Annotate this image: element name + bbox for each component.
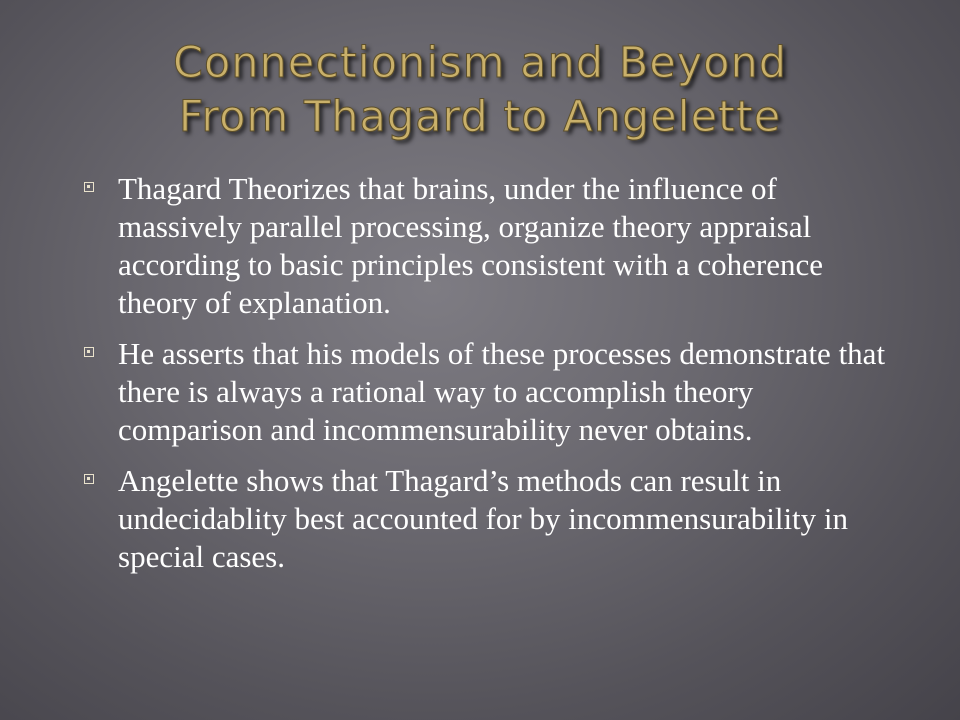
bullet-list: [76, 170, 896, 589]
slide-title: [0, 36, 960, 144]
bullet-item: [76, 170, 896, 322]
title-line-2: From Thagard to Angelette: [178, 92, 782, 142]
bullet-item: [76, 462, 896, 576]
title-line-1: Connectionism and Beyond: [172, 38, 788, 88]
bullet-text: Angelette shows that Thagard’s methods can result in undecidablity best accounted for by incommensurability in special cases.: [118, 463, 849, 574]
bullet-item: [76, 335, 896, 449]
square-bullet-icon: [84, 347, 94, 357]
square-bullet-icon: [84, 474, 94, 484]
square-bullet-icon: [84, 182, 94, 192]
bullet-text: Thagard Theorizes that brains, under the influence of massively parallel processing, organize theory appraisal according to basic principles consistent with a coherence theory of explanation.: [118, 171, 823, 320]
bullet-text: He asserts that his models of these processes demonstrate that there is always a rational way to accomplish theory comparison and incommensurability never obtains.: [118, 336, 886, 447]
